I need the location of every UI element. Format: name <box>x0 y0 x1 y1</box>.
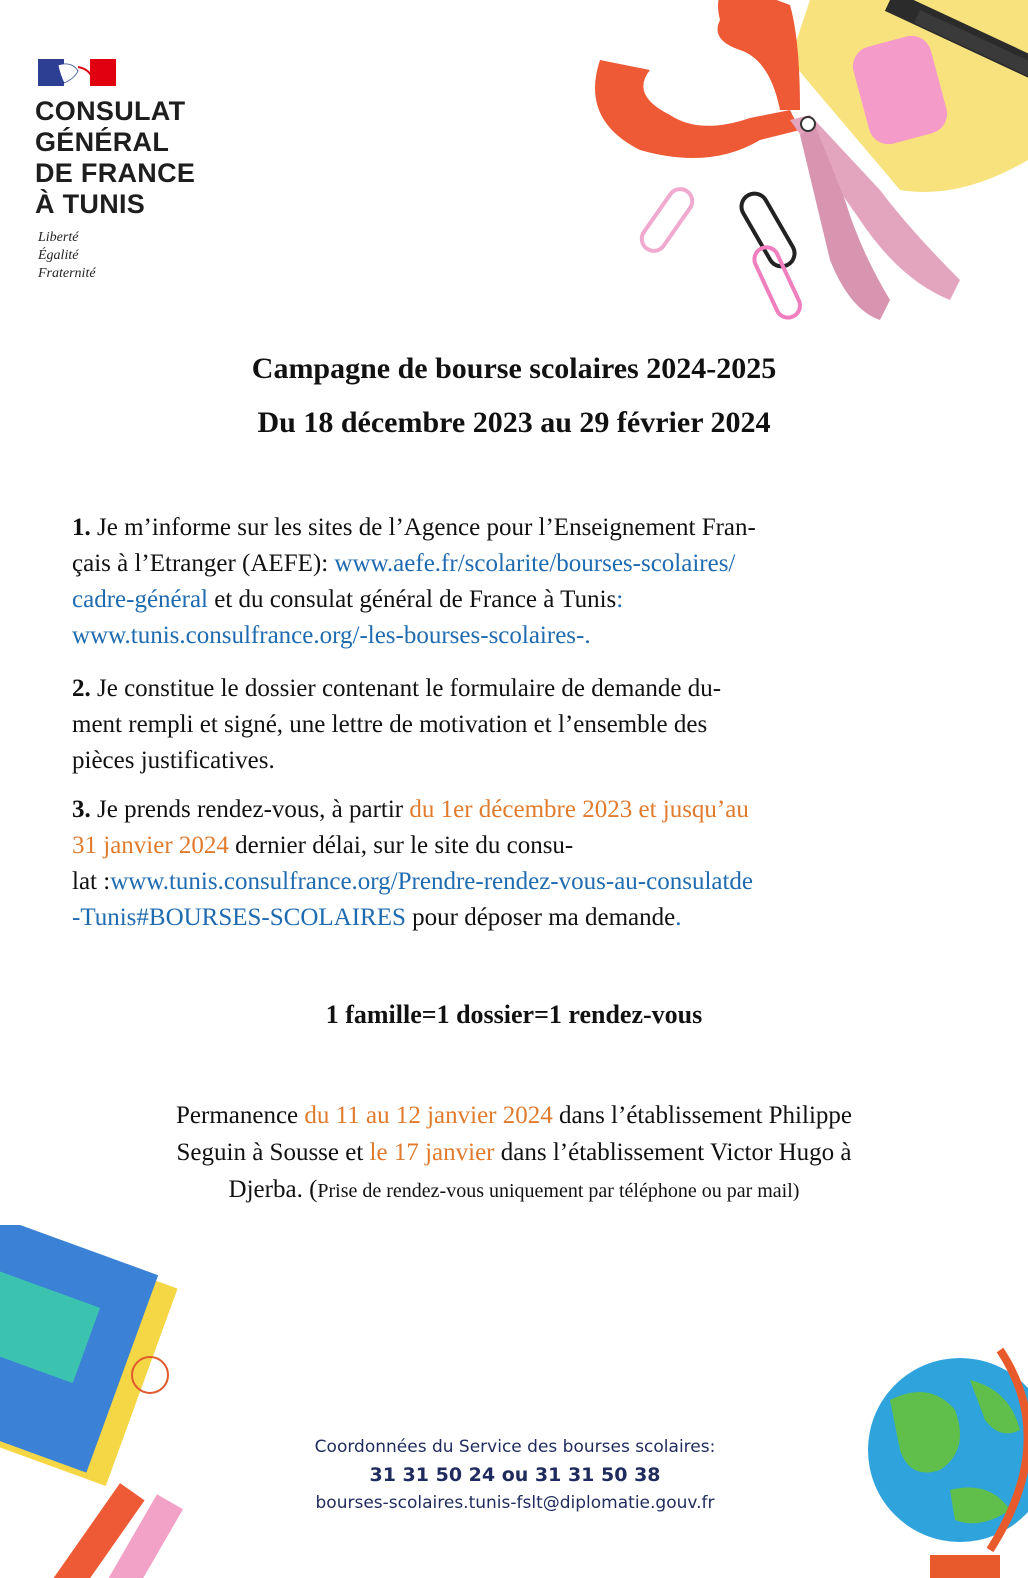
step-text: Je m’informe sur les sites de l’Agence pour l’Enseignement Fran- <box>90 514 756 541</box>
colon: : <box>616 586 624 613</box>
appointment-link-continued[interactable]: -Tunis#BOURSES-SCOLAIRES <box>72 904 406 931</box>
step-line: ment rempli et signé, une lettre de motivation et l’ensemble des <box>72 711 708 738</box>
globe-illustration <box>860 1340 1028 1578</box>
step-number: 3. <box>72 796 91 823</box>
step-text: lat : <box>72 868 111 895</box>
consulate-name-line: GÉNÉRAL <box>35 127 170 157</box>
permanence-text: dans l’établissement Philippe <box>552 1102 852 1129</box>
consulate-name <box>35 96 195 220</box>
permanence-note: Prise de rendez-vous uniquement par téléphone ou par mail) <box>317 1180 800 1202</box>
permanence-text: Permanence <box>176 1102 305 1129</box>
step-3 <box>72 792 962 936</box>
appointment-link[interactable]: www.tunis.consulfrance.org/Prendre-rendez-vous-au-consulatde <box>110 868 754 895</box>
page-title: Campagne de bourse scolaires 2024-2025 <box>251 352 777 385</box>
consulate-name-line: DE FRANCE <box>35 158 196 188</box>
consulate-bourses-link[interactable]: www.tunis.consulfrance.org/-les-bourses-scolaires-. <box>72 622 591 649</box>
permanence-notice <box>40 1097 988 1210</box>
step-line: pièces justificatives. <box>72 747 275 774</box>
consulate-name-line: À TUNIS <box>35 189 146 219</box>
aefe-link[interactable]: www.aefe.fr/scolarite/bourses-scolaires/ <box>334 550 736 577</box>
school-supplies-illustration-top <box>560 0 1028 340</box>
step-number: 2. <box>72 675 91 702</box>
step-text: çais à l’Etranger (AEFE): <box>72 550 335 577</box>
permanence-text: dans l’établissement Victor Hugo à <box>494 1139 852 1166</box>
step-line <box>72 671 962 707</box>
step-line <box>72 792 962 828</box>
step-text: et du consulat général de France à Tunis <box>208 586 617 613</box>
step-line <box>72 582 962 618</box>
consulate-name-line: CONSULAT <box>35 96 186 126</box>
step-line <box>72 618 962 654</box>
step-number: 1. <box>72 514 91 541</box>
date-highlight: du 11 au 12 janvier 2024 <box>304 1102 553 1129</box>
step-2 <box>72 671 962 779</box>
permanence-line <box>40 1171 988 1210</box>
republic-motto <box>38 229 96 283</box>
permanence-line <box>40 1134 988 1171</box>
period: . <box>675 904 682 931</box>
step-line <box>72 510 962 546</box>
permanence-text: Djerba. ( <box>228 1176 318 1203</box>
step-text: Je prends rendez-vous, à partir <box>90 796 410 823</box>
step-line <box>72 828 962 864</box>
permanence-text: Seguin à Sousse et <box>176 1139 370 1166</box>
permanence-line <box>40 1097 988 1134</box>
step-line <box>72 900 962 936</box>
tagline: 1 famille=1 dossier=1 rendez-vous <box>325 1000 703 1029</box>
step-text: dernier délai, sur le site du consu- <box>228 832 574 859</box>
contact-phones[interactable]: 31 31 50 24 ou 31 31 50 38 <box>369 1464 661 1486</box>
motto-line: Fraternité <box>38 266 96 281</box>
aefe-link-continued[interactable]: cadre-général <box>72 586 208 613</box>
step-1 <box>72 510 962 654</box>
step-text: Je constitue le dossier contenant le formulaire de demande du- <box>90 675 722 702</box>
contact-block <box>250 1433 780 1517</box>
book-and-pencil-illustration <box>0 1225 200 1578</box>
contact-title: Coordonnées du Service des bourses scolaires: <box>314 1437 716 1457</box>
step-line <box>72 546 962 582</box>
date-highlight: 31 janvier 2024 <box>72 832 229 859</box>
date-highlight: du 1er décembre 2023 et jusqu’au <box>409 796 749 823</box>
step-text: pour déposer ma demande <box>405 904 676 931</box>
contact-email[interactable]: bourses-scolaires.tunis-fslt@diplomatie.gouv.fr <box>315 1493 715 1513</box>
date-highlight: le 17 janvier <box>369 1139 495 1166</box>
step-line <box>72 864 962 900</box>
motto-line: Égalité <box>38 248 79 263</box>
french-republic-marianne-logo <box>38 59 116 86</box>
page-subtitle-dates: Du 18 décembre 2023 au 29 février 2024 <box>257 406 771 439</box>
motto-line: Liberté <box>38 230 79 245</box>
